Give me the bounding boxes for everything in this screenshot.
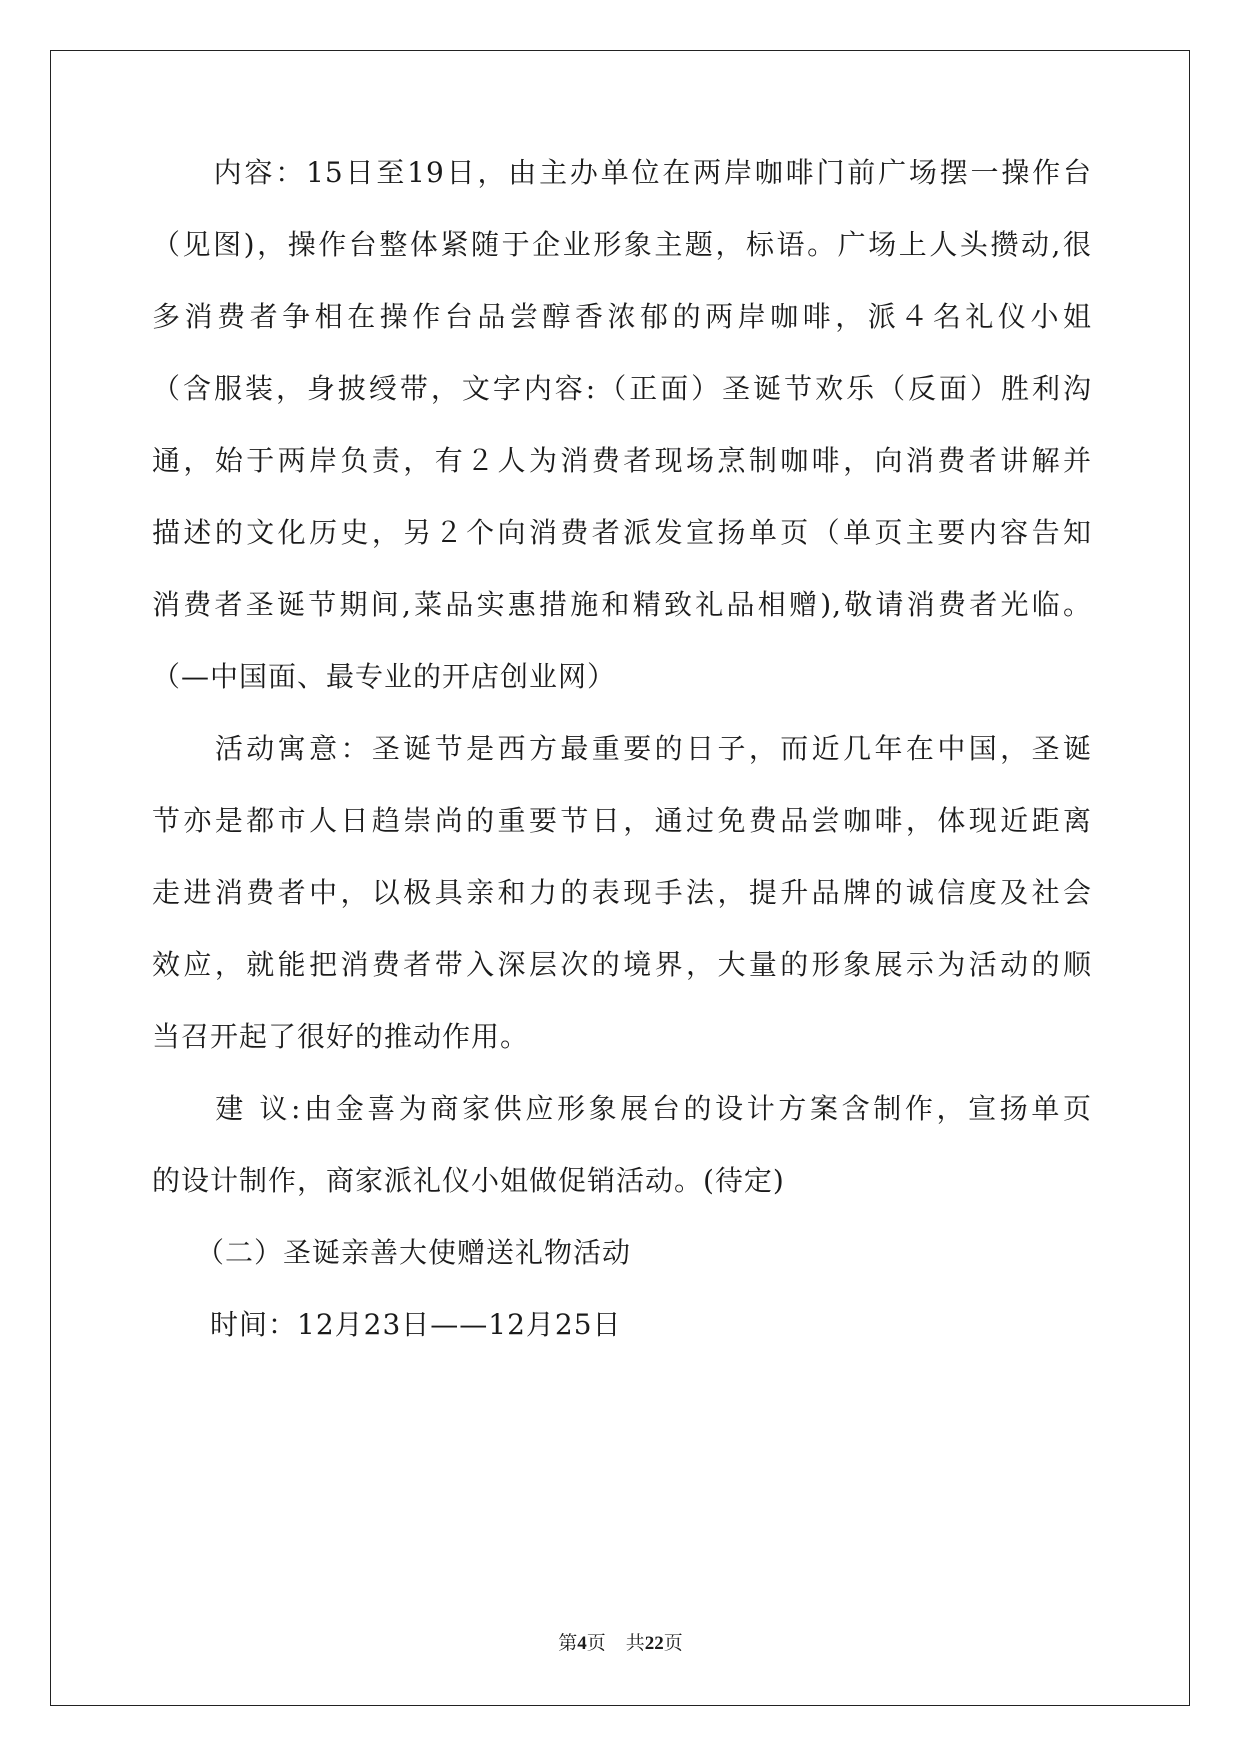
text-line: 描述的文化历史，另２个向消费者派发宣扬单页（单页主要内容告知 [152,516,1092,549]
text-line: 当召开起了很好的推动作用。 [152,1020,530,1053]
text-line: （含服装，身披绶带，文字内容:（正面）圣诞节欢乐（反面）胜利沟 [152,372,1092,405]
text-line: 活动寓意：圣诞节是西方最重要的日子，而近几年在中国，圣诞 [152,732,1092,765]
text-line: 走进消费者中，以极具亲和力的表现手法，提升品牌的诚信度及社会 [152,876,1092,909]
total-prefix: 共 [625,1632,645,1654]
text-line: 时间：12月23日——12月25日 [152,1308,622,1341]
page-prefix: 第 [558,1632,578,1654]
text-line: 效应，就能把消费者带入深层次的境界，大量的形象展示为活动的顺 [152,948,1092,981]
total-suffix: 页 [663,1632,683,1654]
text-line: 的设计制作，商家派礼仪小姐做促销活动。(待定) [152,1164,785,1197]
text-line: 内容：15日至19日，由主办单位在两岸咖啡门前广场摆一操作台 [152,156,1092,189]
text-line: （见图)，操作台整体紧随于企业形象主题，标语。广场上人头攒动,很 [152,228,1092,261]
text-line: 消费者圣诞节期间,菜品实惠措施和精致礼品相赠),敬请消费者光临。 [152,588,1092,621]
page-footer [0,1631,1241,1656]
text-line: 节亦是都市人日趋崇尚的重要节日，通过免费品尝咖啡，体现近距离 [152,804,1092,837]
text-line: 通，始于两岸负责，有２人为消费者现场烹制咖啡，向消费者讲解并 [152,444,1092,477]
text-line: （—中国面、最专业的开店创业网） [152,660,617,693]
total-pages: 22 [644,1633,664,1654]
text-line: 建 议:由金喜为商家供应形象展台的设计方案含制作，宣扬单页 [152,1092,1092,1125]
text-line: （二）圣诞亲善大使赠送礼物活动 [152,1236,632,1269]
page-suffix: 页 [586,1632,606,1654]
text-line: 多消费者争相在操作台品尝醇香浓郁的两岸咖啡，派４名礼仪小姐 [152,300,1092,333]
page-number: 4 [577,1633,587,1654]
